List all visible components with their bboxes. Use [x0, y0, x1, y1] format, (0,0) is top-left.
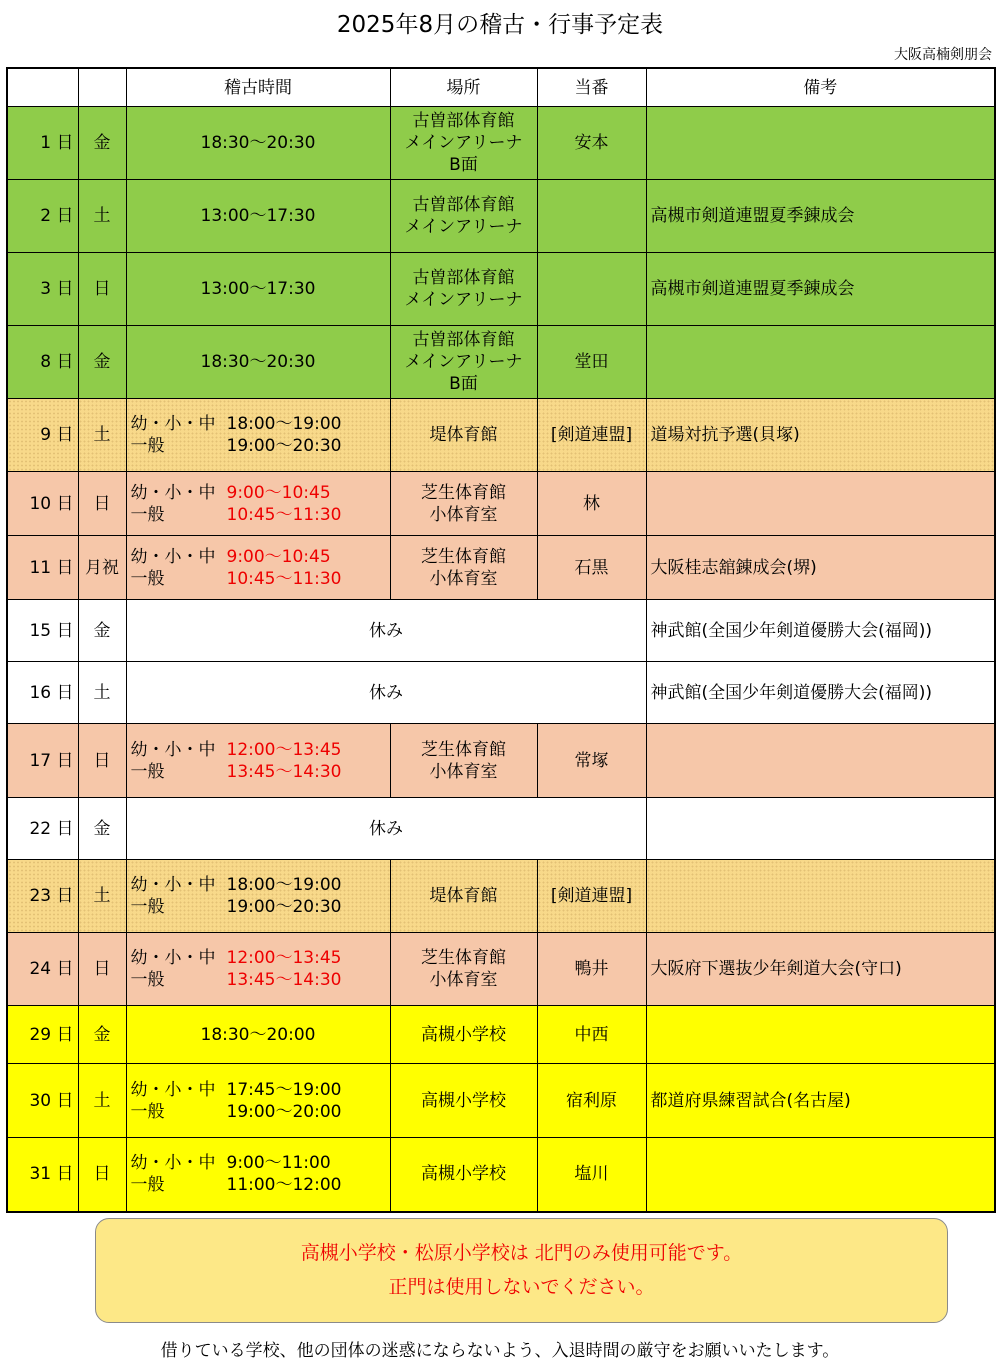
time-line — [131, 435, 390, 457]
page-title: 2025年8月の稽古・行事予定表 — [336, 12, 664, 38]
place-cell — [390, 860, 537, 933]
time-cell — [126, 472, 390, 536]
place-line: 古曽部体育館 — [412, 111, 515, 131]
note-cell: 神武館(全国少年剣道優勝大会(福岡)) — [646, 662, 995, 724]
weekday-cell: 金 — [78, 107, 126, 180]
place-cell — [390, 536, 537, 600]
time-range: 10:45～11:30 — [226, 568, 342, 589]
place-line: 高槻小学校 — [421, 1164, 506, 1185]
day-cell: 24 日 — [7, 933, 78, 1006]
note-cell — [646, 472, 995, 536]
time-cell — [126, 724, 390, 798]
group-label: 幼・小・中 — [130, 1153, 216, 1174]
note-cell: 大阪府下選抜少年剣道大会(守口) — [646, 933, 995, 1006]
time-cell — [126, 399, 390, 472]
weekday-cell: 金 — [78, 798, 126, 860]
place-cell — [390, 326, 537, 399]
place-line: 古曽部体育館 — [412, 268, 515, 288]
time-line — [131, 947, 390, 969]
time-line — [131, 1079, 390, 1101]
time-cell: 18:30～20:30 — [126, 107, 390, 180]
table-body — [7, 107, 995, 1212]
time-range: 19:00～20:30 — [226, 897, 342, 917]
duty-cell: 常塚 — [537, 724, 646, 798]
weekday-cell: 月祝 — [78, 536, 126, 600]
place-line: 高槻小学校 — [421, 1090, 506, 1111]
time-range: 11:00～12:00 — [226, 1175, 342, 1196]
day-cell: 10 日 — [7, 472, 78, 536]
header-day — [7, 68, 78, 107]
place-line: メインアリーナ — [404, 217, 523, 237]
time-cell: 13:00～17:30 — [126, 180, 390, 253]
header-dow — [78, 68, 126, 107]
schedule-row — [7, 933, 995, 1006]
weekday-cell: 金 — [78, 600, 126, 662]
place-line: 高槻小学校 — [421, 1024, 506, 1045]
time-range: 12:00～13:45 — [226, 948, 342, 968]
group-label: 幼・小・中 — [130, 546, 216, 567]
place-line: メインアリーナ — [404, 133, 523, 153]
day-cell: 11 日 — [7, 536, 78, 600]
place-cell — [390, 1006, 537, 1064]
place-cell — [390, 107, 537, 180]
place-line: 古曽部体育館 — [412, 330, 515, 350]
duty-cell: 林 — [537, 472, 646, 536]
weekday-cell: 日 — [78, 253, 126, 326]
time-range: 13:45～14:30 — [226, 761, 342, 782]
weekday-cell: 土 — [78, 180, 126, 253]
note-cell: 高槻市剣道連盟夏季錬成会 — [646, 253, 995, 326]
schedule-row — [7, 1064, 995, 1138]
header-place: 場所 — [390, 68, 537, 107]
place-cell — [390, 180, 537, 253]
day-cell: 3 日 — [7, 253, 78, 326]
time-cell: 13:00～17:30 — [126, 253, 390, 326]
time-range: 12:00～13:45 — [226, 739, 342, 760]
day-cell: 31 日 — [7, 1138, 78, 1212]
schedule-row — [7, 399, 995, 472]
place-line: 芝生体育館 — [421, 482, 506, 503]
place-cell — [390, 724, 537, 798]
duty-cell: 鴨井 — [537, 933, 646, 1006]
note-cell — [646, 326, 995, 399]
group-label: 一般 — [130, 568, 165, 589]
time-range: 9:00～10:45 — [226, 546, 331, 567]
duty-cell: [剣道連盟] — [537, 399, 646, 472]
schedule-table — [6, 67, 996, 1213]
schedule-row — [7, 536, 995, 600]
time-line — [131, 546, 390, 568]
place-line: メインアリーナ — [404, 352, 523, 372]
note-cell — [646, 1138, 995, 1212]
place-line: B面 — [449, 374, 478, 394]
time-line — [131, 482, 390, 504]
time-cell — [126, 1138, 390, 1212]
note-cell — [646, 1006, 995, 1064]
group-label: 幼・小・中 — [130, 875, 216, 895]
duty-cell — [537, 253, 646, 326]
header-duty: 当番 — [537, 68, 646, 107]
weekday-cell: 土 — [78, 1064, 126, 1138]
group-label: 一般 — [130, 436, 165, 456]
time-range: 9:00～11:00 — [226, 1153, 331, 1174]
note-cell: 都道府県練習試合(名古屋) — [646, 1064, 995, 1138]
schedule-row — [7, 1006, 995, 1064]
group-label: 幼・小・中 — [130, 414, 216, 434]
group-label: 幼・小・中 — [130, 1079, 216, 1100]
place-cell — [390, 472, 537, 536]
time-line — [131, 969, 390, 991]
time-range: 9:00～10:45 — [226, 482, 331, 503]
rest-cell: 休み — [126, 600, 646, 662]
schedule-row — [7, 600, 995, 662]
day-cell: 17 日 — [7, 724, 78, 798]
weekday-cell: 土 — [78, 860, 126, 933]
group-label: 一般 — [130, 504, 165, 525]
schedule-row — [7, 107, 995, 180]
day-cell: 23 日 — [7, 860, 78, 933]
note-cell — [646, 724, 995, 798]
time-cell — [126, 1064, 390, 1138]
footer-note: 借りている学校、他の団体の迷惑にならないよう、入退時間の厳守をお願いいたします。 — [160, 1341, 840, 1361]
organization-name: 大阪高楠剣朋会 — [894, 47, 992, 63]
weekday-cell: 土 — [78, 399, 126, 472]
day-cell: 16 日 — [7, 662, 78, 724]
group-label: 幼・小・中 — [130, 948, 216, 968]
duty-cell: 宿利原 — [537, 1064, 646, 1138]
group-label: 幼・小・中 — [130, 739, 216, 760]
note-cell: 神武館(全国少年剣道優勝大会(福岡)) — [646, 600, 995, 662]
duty-cell: 塩川 — [537, 1138, 646, 1212]
schedule-row — [7, 180, 995, 253]
time-cell — [126, 536, 390, 600]
group-label: 一般 — [130, 970, 165, 990]
place-line: 芝生体育館 — [421, 948, 506, 968]
day-cell: 9 日 — [7, 399, 78, 472]
group-label: 一般 — [130, 1175, 165, 1196]
day-cell: 2 日 — [7, 180, 78, 253]
notice-line-2: 正門は使用しないでください。 — [388, 1276, 655, 1298]
time-range: 19:00～20:00 — [226, 1101, 342, 1122]
schedule-row — [7, 472, 995, 536]
place-cell — [390, 399, 537, 472]
time-cell — [126, 933, 390, 1006]
place-line: 芝生体育館 — [421, 739, 506, 760]
rest-cell: 休み — [126, 662, 646, 724]
time-range: 19:00～20:30 — [226, 436, 342, 456]
place-line: 小体育室 — [429, 568, 498, 589]
place-line: メインアリーナ — [404, 290, 523, 310]
time-line — [131, 874, 390, 896]
place-line: 芝生体育館 — [421, 546, 506, 567]
schedule-row — [7, 1138, 995, 1212]
schedule-row — [7, 860, 995, 933]
weekday-cell: 日 — [78, 472, 126, 536]
time-line — [131, 568, 390, 590]
rest-cell: 休み — [126, 798, 646, 860]
time-range: 18:00～19:00 — [226, 875, 342, 895]
time-line — [131, 1101, 390, 1123]
schedule-row — [7, 662, 995, 724]
note-cell: 道場対抗予選(貝塚) — [646, 399, 995, 472]
duty-cell: 堂田 — [537, 326, 646, 399]
group-label: 一般 — [130, 761, 165, 782]
header-time: 稽古時間 — [126, 68, 390, 107]
time-line — [131, 1174, 390, 1196]
place-cell — [390, 1064, 537, 1138]
place-cell — [390, 253, 537, 326]
time-line — [131, 739, 390, 761]
duty-cell: 安本 — [537, 107, 646, 180]
weekday-cell: 日 — [78, 724, 126, 798]
place-line: 堤体育館 — [429, 886, 498, 906]
table-header-row — [7, 68, 995, 107]
day-cell: 1 日 — [7, 107, 78, 180]
place-line: 小体育室 — [429, 504, 498, 525]
day-cell: 30 日 — [7, 1064, 78, 1138]
place-line: 古曽部体育館 — [412, 195, 515, 215]
note-cell: 高槻市剣道連盟夏季錬成会 — [646, 180, 995, 253]
duty-cell — [537, 180, 646, 253]
place-cell — [390, 1138, 537, 1212]
weekday-cell: 日 — [78, 933, 126, 1006]
notice-box — [95, 1218, 948, 1323]
day-cell: 8 日 — [7, 326, 78, 399]
place-cell — [390, 933, 537, 1006]
note-cell — [646, 860, 995, 933]
schedule-row — [7, 798, 995, 860]
group-label: 一般 — [130, 897, 165, 917]
time-range: 10:45～11:30 — [226, 504, 342, 525]
weekday-cell: 金 — [78, 1006, 126, 1064]
time-range: 18:00～19:00 — [226, 414, 342, 434]
group-label: 一般 — [130, 1101, 165, 1122]
duty-cell: 石黒 — [537, 536, 646, 600]
duty-cell: [剣道連盟] — [537, 860, 646, 933]
place-line: 小体育室 — [429, 970, 498, 990]
note-cell — [646, 107, 995, 180]
schedule-row — [7, 724, 995, 798]
time-cell: 18:30～20:00 — [126, 1006, 390, 1064]
duty-cell: 中西 — [537, 1006, 646, 1064]
place-line: 堤体育館 — [429, 425, 498, 445]
note-cell: 大阪桂志舘錬成会(堺) — [646, 536, 995, 600]
schedule-row — [7, 253, 995, 326]
day-cell: 15 日 — [7, 600, 78, 662]
time-range: 13:45～14:30 — [226, 970, 342, 990]
time-line — [131, 413, 390, 435]
place-line: 小体育室 — [429, 761, 498, 782]
time-line — [131, 761, 390, 783]
time-line — [131, 1152, 390, 1174]
notice-line-1: 高槻小学校・松原小学校は 北門のみ使用可能です。 — [300, 1242, 743, 1264]
time-line — [131, 896, 390, 918]
group-label: 幼・小・中 — [130, 482, 216, 503]
weekday-cell: 日 — [78, 1138, 126, 1212]
weekday-cell: 金 — [78, 326, 126, 399]
time-line — [131, 504, 390, 526]
place-line: B面 — [449, 155, 478, 175]
time-range: 17:45～19:00 — [226, 1079, 342, 1100]
note-cell — [646, 798, 995, 860]
schedule-row — [7, 326, 995, 399]
time-cell — [126, 860, 390, 933]
day-cell: 22 日 — [7, 798, 78, 860]
weekday-cell: 土 — [78, 662, 126, 724]
day-cell: 29 日 — [7, 1006, 78, 1064]
header-note: 備考 — [646, 68, 995, 107]
time-cell: 18:30～20:30 — [126, 326, 390, 399]
